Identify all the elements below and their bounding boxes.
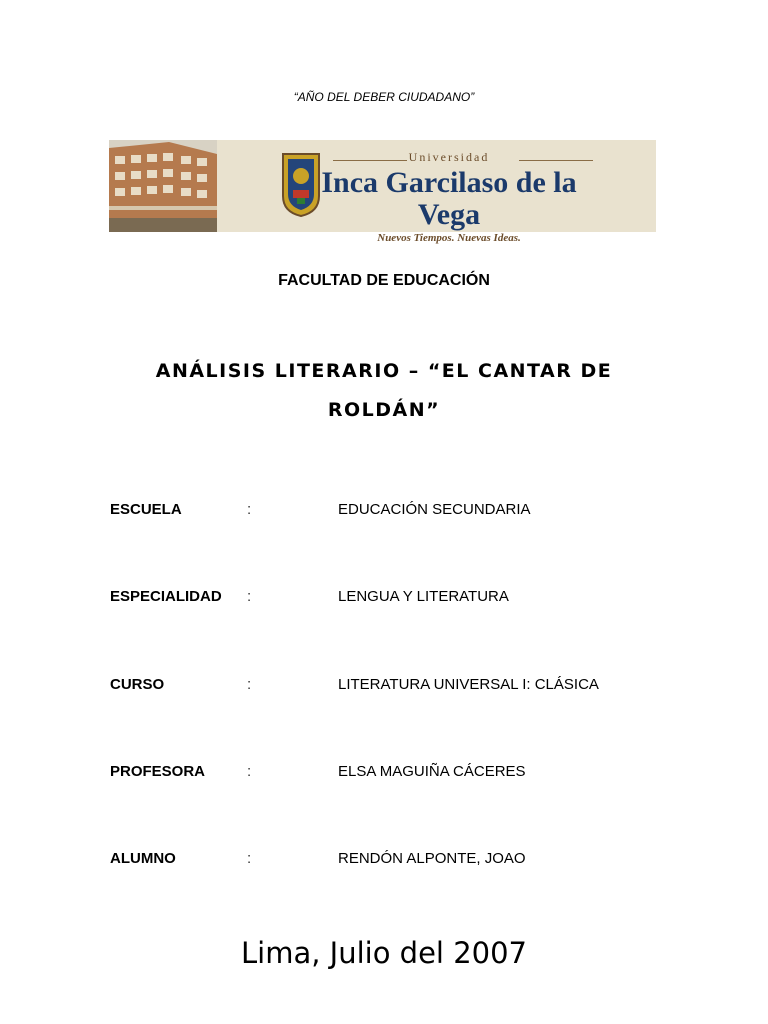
info-label: PROFESORA	[110, 763, 206, 780]
info-row-alumno	[110, 850, 710, 872]
info-row-profesora	[110, 763, 710, 785]
university-banner	[109, 140, 656, 244]
info-label: ESCUELA	[110, 501, 182, 518]
info-colon: :	[247, 588, 252, 605]
campus-building-photo	[109, 140, 217, 232]
info-colon: :	[247, 676, 252, 693]
info-value: LENGUA Y LITERATURA	[338, 588, 509, 605]
info-label: ESPECIALIDAD	[110, 588, 222, 605]
info-colon: :	[247, 763, 252, 780]
faculty-title: FACULTAD DE EDUCACIÓN	[278, 272, 490, 289]
info-label: CURSO	[110, 676, 165, 693]
info-label: ALUMNO	[110, 850, 176, 867]
info-row-especialidad	[110, 588, 710, 610]
motto-line: “AÑO DEL DEBER CIUDADANO”	[293, 90, 475, 104]
university-name: Inca Garcilaso de la Vega	[321, 166, 577, 231]
university-label: Universidad	[408, 150, 490, 164]
info-value: EDUCACIÓN SECUNDARIA	[338, 501, 531, 518]
info-value: ELSA MAGUIÑA CÁCERES	[338, 763, 526, 780]
info-row-curso	[110, 676, 710, 698]
info-value: RENDÓN ALPONTE, JOAO	[338, 850, 526, 867]
place-date: Lima, Julio del 2007	[240, 936, 527, 970]
info-colon: :	[247, 850, 252, 867]
university-logo-text	[314, 150, 584, 244]
university-slogan: Nuevos Tiempos. Nuevas Ideas.	[377, 232, 521, 244]
info-row-escuela	[110, 501, 710, 523]
info-colon: :	[247, 501, 252, 518]
info-value: LITERATURA UNIVERSAL I: CLÁSICA	[338, 676, 599, 693]
document-title: ANÁLISIS LITERARIO – “EL CANTAR DE ROLDÁN”	[155, 360, 613, 421]
